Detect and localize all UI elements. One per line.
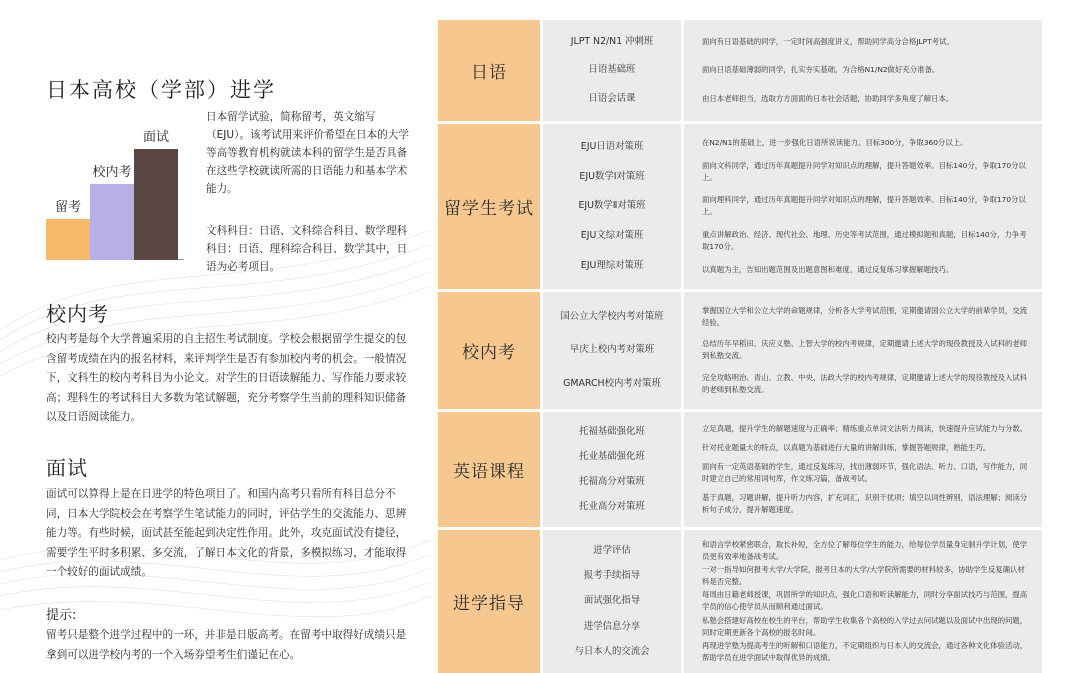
category-cell: 日语 (438, 20, 540, 121)
chart-bar (46, 219, 90, 260)
chart-bar-label: 留考 (54, 200, 81, 215)
eju-subjects-text: 文科科目：日语、文科综合科目、数学理科科目：日语、理科综合科目、数学其中，日语为必考项目。 (206, 225, 408, 273)
course-description: 面向文科同学，通过历年真题提升同学对知识点的理解，提升答题效率。目标140分，争取170分以上。 (702, 160, 1026, 182)
course-description: 私塾会搭建好高校在校生的平台，帮助学生收集各个高校的入学过去问试题以及面试中出现的问题，同时定期更新各个高校的报名时间。 (702, 615, 1028, 637)
course-descriptions (684, 20, 1042, 121)
course-list (543, 412, 681, 527)
course-name: 与日本人的交流会 (574, 646, 650, 658)
course-name: EJU文综对策班 (580, 230, 644, 242)
course-description: 掌握国立大学和公立大学的命题规律，分析各大学考试范围，定期邀请国公立大学的前辈学员，交流经验。 (702, 305, 1028, 327)
course-name: 托业高分对策班 (579, 500, 645, 512)
course-description: 由日本老师担当，选取方方面面的日本社会话题，协助同学多角度了解日本。 (702, 93, 954, 103)
interview-body: 面试可以算得上是在日进学的特色项目了。和国内高考只看所有科目总分不同，日本大学院校会在考察学生笔试能力的同时，评估学生的交流能力、思辨能力等。有些时候，面试甚至能起到决定性作用。此外，攻克面试没有捷径，需要学生平时多积累、多交流，了解日本文化的背景，多模拟练习，才能取得一个较好的面试成绩。 (46, 488, 407, 578)
course-name: 面试强化指导 (583, 595, 641, 607)
course-list (543, 530, 681, 673)
course-table-row (438, 292, 1042, 409)
course-table-row (438, 530, 1042, 673)
course-description: 总结历年早稻田、庆应义塾、上智大学的校内考规律，定期邀请上述大学的现役教授及入试科的老师到私塾交流。 (702, 339, 1028, 361)
course-description: 每周由日籍老师授课，巩固所学的知识点，强化口语和听读解能力，同时分享面试技巧与范围，提高学员的信心使学员从而顺利通过面试。 (702, 590, 1028, 612)
course-description: 面向有日语基础的同学，一定时间高强度讲义，帮助同学高分合格JLPT考试。 (702, 37, 954, 47)
exam-stage-chart (46, 130, 196, 260)
chart-bar-label: 面试 (142, 130, 169, 145)
course-name: EJU数学Ⅱ对策班 (578, 200, 646, 212)
course-name: 日语基础班 (588, 64, 636, 76)
course-name: EJU理综对策班 (580, 260, 644, 272)
left-column (0, 0, 430, 673)
category-cell: 留学生考试 (438, 124, 540, 289)
course-table (438, 20, 1042, 673)
course-description: 立足真题，提升学生的解题速度与正确率；精练重点单词文法听力阅读，快速提升应试能力与分数。 (702, 424, 1028, 434)
course-descriptions (684, 412, 1042, 527)
course-description: 针对托业题量大的特点，以真题为基础进行大量的讲解训练，掌握答题规律，熟能生巧。 (702, 443, 991, 453)
page-title: 日本高校（学部）进学 (46, 78, 276, 102)
course-list (543, 292, 681, 409)
tip-heading: 提示: (46, 608, 77, 623)
course-name: 国公立大学校内考对策班 (560, 310, 664, 322)
course-name: 报考手续指导 (583, 570, 641, 582)
course-name: GMARCH校内考对策班 (563, 378, 661, 390)
course-description: 以真题为主，告知出题范围及出题意图和难度，通过反复练习掌握解题技巧。 (702, 264, 954, 274)
course-descriptions (684, 530, 1042, 673)
course-description: 完全攻略明治、青山、立教、中央、法政大学的校内考规律，定期邀请上述大学的现役教授及入试科的老师到私塾交流。 (702, 373, 1028, 395)
course-table-row (438, 124, 1042, 289)
course-description: 面向理科同学，通过历年真题提升同学对知识点的理解，提升答题效率。目标140分，争取170分以上。 (702, 195, 1026, 217)
course-name: 托福基础强化班 (579, 426, 645, 438)
course-name: EJU数学Ⅰ对策班 (579, 170, 645, 182)
category-cell: 进学指导 (438, 530, 540, 673)
chart-bar (90, 184, 134, 260)
course-description: 重点讲解政治、经济、现代社会、地理、历史等考试范围，通过模拟题和真题，目标140分，力争考取170分。 (702, 230, 1027, 252)
course-name: 进学评估 (593, 544, 631, 556)
course-list (543, 124, 681, 289)
course-name: 托福高分对策班 (579, 475, 645, 487)
chart-bar-label: 校内考 (92, 165, 132, 180)
chart-bar (134, 149, 178, 260)
category-cell: 校内考 (438, 292, 540, 409)
course-descriptions (684, 124, 1042, 289)
tip-body: 留考只是整个进学过程中的一环，并非是日版高考。在留考中取得好成绩只是拿到可以进学校内考的一个入场券望考生们谨记在心。 (46, 629, 407, 661)
course-description: 在N2/N1的基础上，进一步强化日语所说读能力。目标300分，争取360分以上。 (702, 138, 968, 148)
course-description: 基于真题，习题讲解，提升听力内容，扩充词汇，识别干扰项；填空以词性辨别，语法理解；阅读分析句子成分，提升解题速度。 (702, 492, 1028, 514)
course-name: 早庆上校内考对策班 (569, 344, 655, 356)
course-descriptions (684, 292, 1042, 409)
interview-heading: 面试 (46, 456, 88, 480)
course-description: 再现进学塾为提高考生的听解和口语能力，不定期组织与日本人的交流会，通过各种文化体验活动，帮助学员在进学面试中取得优异的成绩。 (702, 641, 1028, 663)
course-list (543, 20, 681, 121)
course-description: 一对一指导如何报考大学/大学院，报考日本的大学/大学院所需要的材料较多，协助学生反复确认材料是否完整。 (702, 565, 1025, 587)
school-exam-body: 校内考是每个大学普遍采用的自主招生考试制度。学校会根据留学生提交的包含留考成绩在内的报名材料，来评判学生是否有参加校内考的机会。一般情况下，文科生的校内考科目为小论文。对学生的日语读解能力、写作能力要求较高；理科生的考试科目大多数为笔试解题，充分考察学生当前的理科知识储备以及日语阅读能力。 (46, 333, 407, 423)
course-name: JLPT N2/N1 冲刺班 (570, 36, 654, 48)
course-name: 进学信息分享 (583, 620, 641, 632)
course-name: 日语会话课 (588, 92, 636, 104)
course-description: 面向有一定英语基础的学生，通过反复练习，找出薄弱环节，强化语法、听力、口语，写作能力，同时建立自己的常用词句库，作文练习篇，备战考试。 (702, 461, 1028, 483)
course-description: 和语言学校紧密联合，取长补短，全方位了解每位学生的能力，给每位学员量身定制升学计划，使学员更有效率地备战考试。 (702, 539, 1028, 561)
course-name: 托业基础强化班 (579, 451, 645, 463)
course-name: EJU日语对策班 (580, 140, 644, 152)
course-table-row (438, 20, 1042, 121)
school-exam-heading: 校内考 (46, 302, 109, 326)
course-table-row (438, 412, 1042, 527)
category-cell: 英语课程 (438, 412, 540, 527)
eju-intro-text: 日本留学试验，简称留考，英文缩写（EJU）。该考试用来评价希望在日本的大学等高等教育机构就读本科的留学生是否具备在这些学校就读所需的日语能力和基本学术能力。 (206, 111, 409, 195)
course-description: 面向日语基础薄弱的同学，扎实夯实基础，为合格N1/N2做好充分准备。 (702, 65, 940, 75)
